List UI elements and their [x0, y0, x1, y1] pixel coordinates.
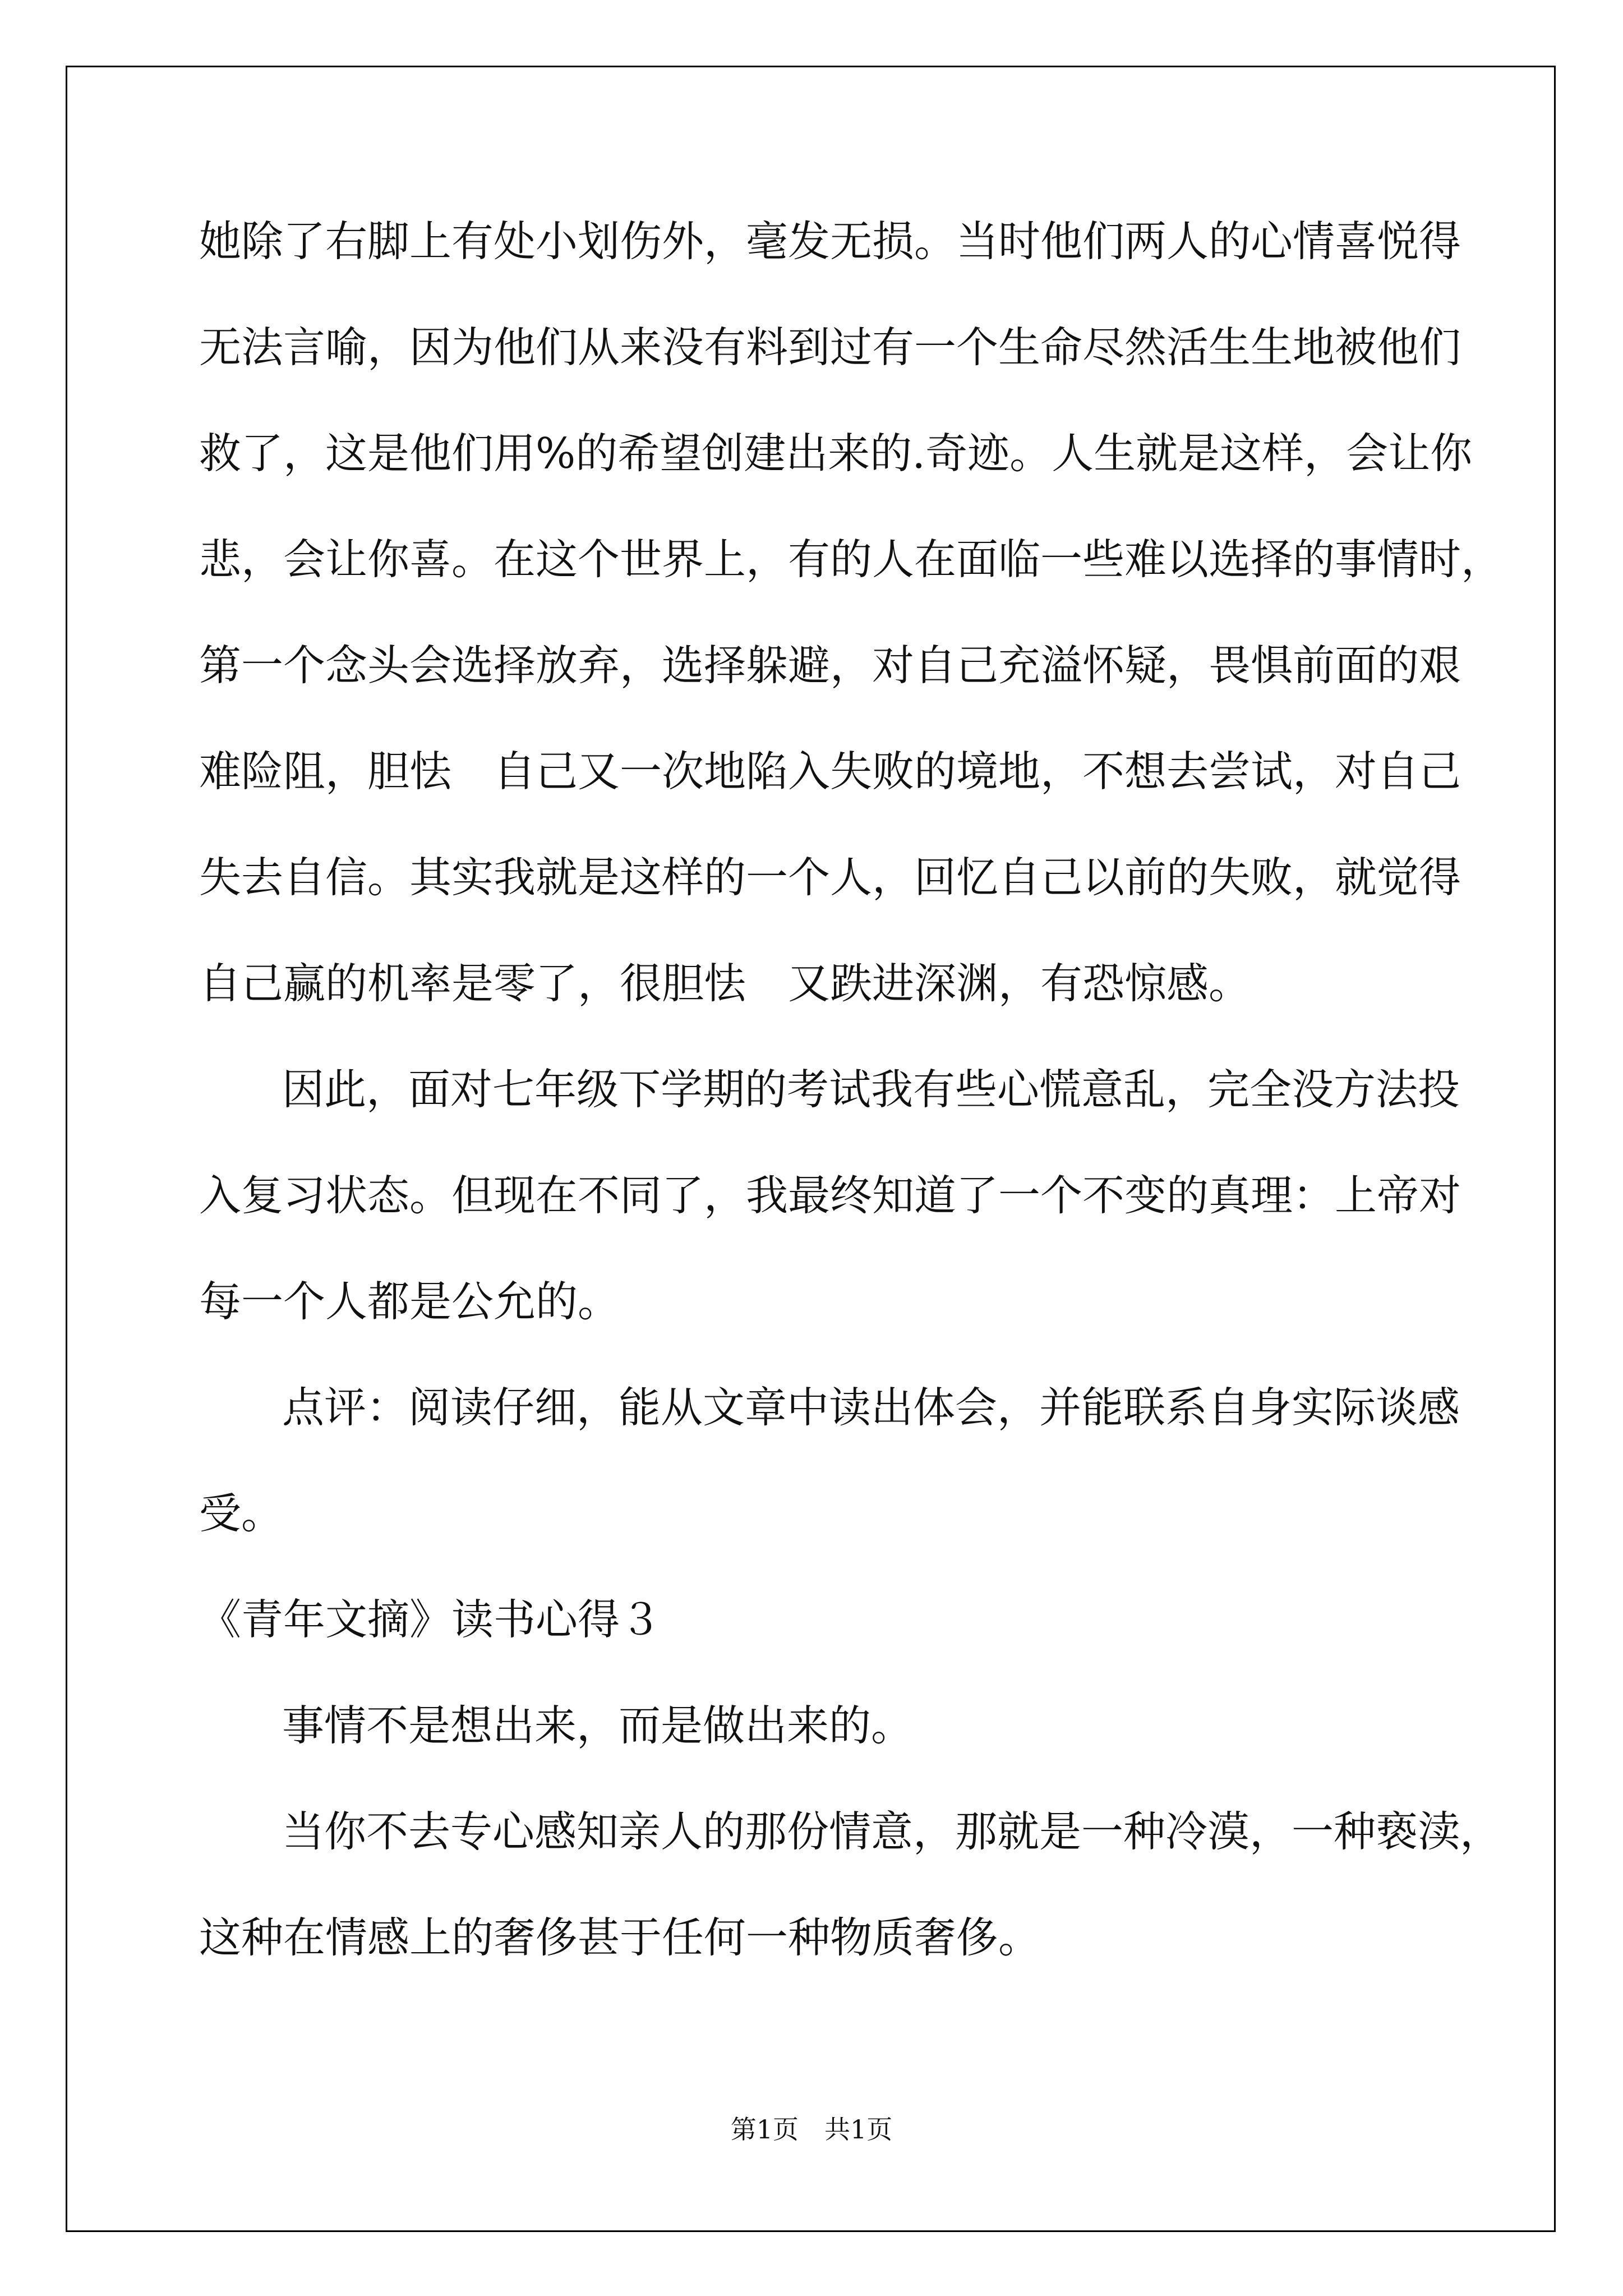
- text-line: 入复习状态。但现在不同了，我最终知道了一个不变的真理：上帝对: [199, 1171, 1461, 1220]
- text-line: 第一个念头会选择放弃，选择躲避，对自己充溢怀疑，畏惧前面的艰: [199, 641, 1461, 690]
- text-line: 自己赢的机率是零了，很胆怯 又跌进深渊，有恐惊感。: [199, 959, 1251, 1008]
- text-line: 当你不去专心感知亲人的那份情意，那就是一种冷漠，一种亵渎，: [282, 1807, 1502, 1856]
- text-line: 难险阻，胆怯 自己又一次地陷入失败的境地，不想去尝试，对自己: [199, 747, 1461, 796]
- text-line: 失去自信。其实我就是这样的一个人，回忆自己以前的失败，就觉得: [199, 853, 1461, 902]
- page-number-footer: 第1页 共1页: [730, 2114, 893, 2145]
- page-border: [66, 66, 1556, 2232]
- text-line: 无法言喻，因为他们从来没有料到过有一个生命尽然活生生地被他们: [199, 323, 1461, 372]
- text-line: 这种在情感上的奢侈甚于任何一种物质奢侈。: [199, 1913, 1041, 1962]
- text-line: 受。: [199, 1489, 284, 1538]
- text-line: 她除了右脚上有处小划伤外，毫发无损。当时他们两人的心情喜悦得: [199, 217, 1461, 266]
- section-heading: 《青年文摘》读书心得３: [199, 1595, 662, 1644]
- text-line: 点评：阅读仔细，能从文章中读出体会，并能联系自身实际谈感: [282, 1383, 1460, 1432]
- text-line: 每一个人都是公允的。: [199, 1277, 620, 1326]
- text-line: 事情不是想出来，而是做出来的。: [282, 1701, 914, 1750]
- text-line: 因此，面对七年级下学期的考试我有些心慌意乱，完全没方法投: [282, 1065, 1460, 1114]
- text-line: 救了，这是他们用%的希望创建出来的.奇迹。人生就是这样，会让你: [199, 429, 1473, 478]
- text-line: 悲，会让你喜。在这个世界上，有的人在面临一些难以选择的事情时，: [199, 535, 1504, 584]
